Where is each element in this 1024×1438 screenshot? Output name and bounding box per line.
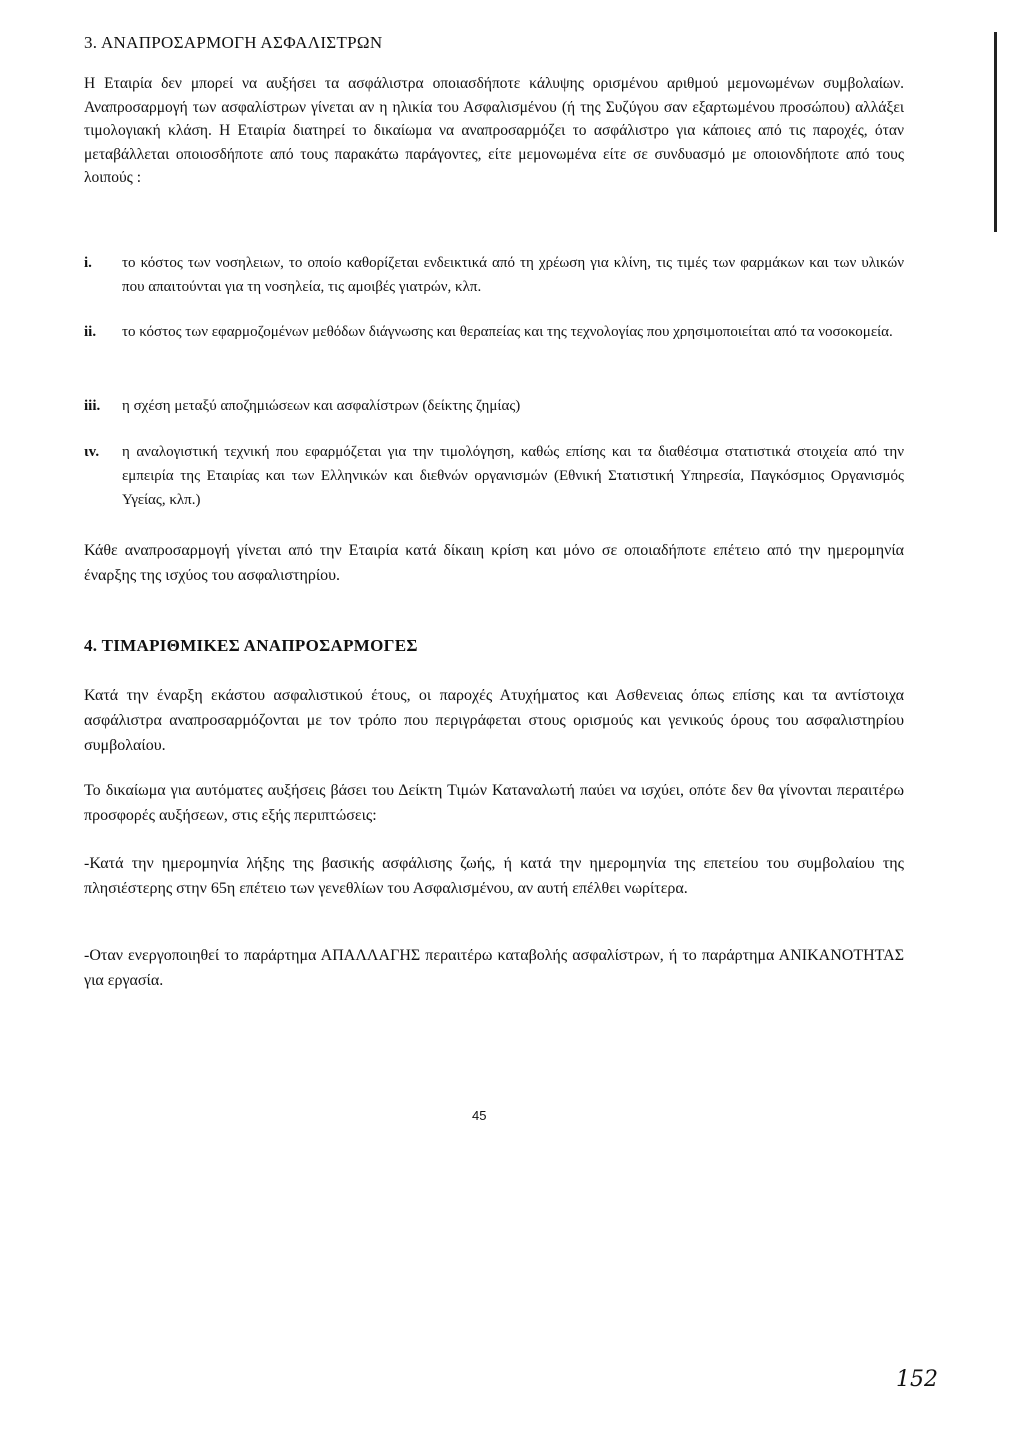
section-4-paragraph: Κατά την έναρξη εκάστου ασφαλιστικού έτους, οι παροχές Ατυχήματος και Ασθενειας όπως επίσης και τα αντίστοιχα ασφάλιστρα αναπροσαρμόζονται με τον τρόπο που περιγράφεται στους ορισμούς και γενικούς όρους του ασφαλιστηρίου συμβολαίου. <box>84 687 904 754</box>
list-item-text: η αναλογιστική τεχνική που εφαρμόζεται για την τιμολόγηση, καθώς επίσης και τα διαθέσιμα στατιστικά στοιχεία από την εμπειρία της Εταιρίας και των Ελληνικών και διεθνών οργανισμών (Εθνική Στατιστική Υπηρεσία, Παγκόσμιος Οργανισμός Υγείας, κλπ.) <box>122 444 904 508</box>
list-item <box>84 251 904 299</box>
list-item <box>84 320 904 344</box>
section-3-paragraph: Η Εταιρία δεν μπορεί να αυξήσει τα ασφάλιστρα οποιασδήποτε κάλυψης ορισμένου αριθμού μεμονωμένων συμβολαίων. Αναπροσαρμογή των ασφαλίστρων γίνεται αν η ηλικία του Ασφαλισμένου (ή της Συζύγου σαν εξαρτωμένου προσώπου) αλλάξει τιμολογιακή κλάση. Η Εταιρία διατηρεί το δικαίωμα να αναπροσαρμόζει το ασφάλιστρο για κάποιες από τις παροχές, όταν μεταβάλλεται οποιοσδήποτε από τους παρακάτω παράγοντες, είτε μεμονωμένα είτε σε συνδυασμό με οποιονδήποτε από τους λοιπούς : <box>84 75 904 186</box>
list-item-text: το κόστος των νοσηλειων, το οποίο καθορίζεται ενδεικτικά από τη χρέωση για κλίνη, τις τιμές των φαρμάκων και των υλικών που απαιτούνται για τη νοσηλεία, τις αμοιβές γιατρών, κλπ. <box>122 255 904 295</box>
list-item <box>84 440 904 512</box>
list-item-number: ii. <box>84 324 97 340</box>
page-number: 45 <box>472 1108 487 1123</box>
list-item-text: το κόστος των εφαρμοζομένων μεθόδων διάγνωσης και θεραπείας και της τεχνολογίας που χρησιμοποιείται από τα νοσοκομεία. <box>122 324 893 340</box>
list-item-text: η σχέση μεταξύ αποζημιώσεων και ασφαλίστρων (δείκτης ζημίας) <box>122 398 521 414</box>
section-3-closing: Κάθε αναπροσαρμογή γίνεται από την Εταιρία κατά δίκαιη κρίση και μόνο σε οποιαδήποτε επέτειο από την ημερομηνία έναρξης της ισχύος του ασφαλιστηρίου. <box>84 542 904 584</box>
section-4-heading: 4. ΤΙΜΑΡΙΘΜΙΚΕΣ ΑΝΑΠΡΟΣΑΡΜΟΓΕΣ <box>84 636 418 655</box>
list-item-number: iii. <box>84 398 101 414</box>
section-4-paragraph: -Οταν ενεργοποιηθεί το παράρτημα ΑΠΑΛΛΑΓΗΣ περαιτέρω καταβολής ασφαλίστρων, ή το παράρτημα ΑΝΙΚΑΝΟΤΗΤΑΣ για εργασία. <box>84 947 904 989</box>
section-3-heading: 3. ΑΝΑΠΡΟΣΑΡΜΟΓΗ ΑΣΦΑΛΙΣΤΡΩΝ <box>84 33 383 52</box>
list-item-number: i. <box>84 255 92 271</box>
margin-rule <box>994 32 997 232</box>
section-4-paragraph: -Κατά την ημερομηνία λήξης της βασικής ασφάλισης ζωής, ή κατά την ημερομηνία της επετείου του συμβολαίου της πλησιέστερης στην 65η επέτειο των γενεθλίων του Ασφαλισμένου, αν αυτή επέλθει νωρίτερα. <box>84 855 904 897</box>
section-4-paragraph: Το δικαίωμα για αυτόματες αυξήσεις βάσει του Δείκτη Τιμών Καταναλωτή παύει να ισχύει, οπότε δεν θα γίνονται περαιτέρω προσφορές αυξήσεων, στις εξής περιπτώσεις: <box>84 782 904 824</box>
handwritten-page-number: 152 <box>896 1367 938 1392</box>
list-item <box>84 394 904 418</box>
list-item-number: ιv. <box>84 444 100 460</box>
